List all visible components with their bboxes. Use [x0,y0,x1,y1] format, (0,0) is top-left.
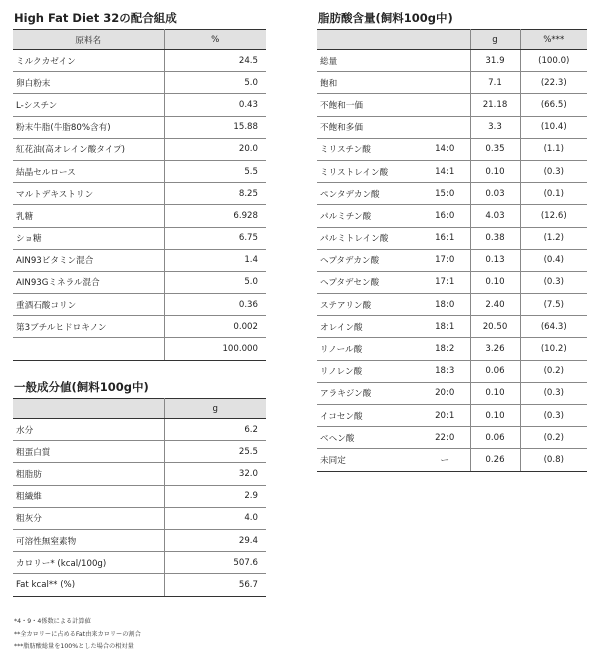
table-row [13,463,266,485]
fatty-acid-g: 21.18 [470,94,520,116]
fatty-acid-g: 0.10 [470,160,520,182]
fatty-header-name [317,30,420,50]
general-title: 一般成分値(飼料100g中) [14,380,149,394]
fatty-acid-name: 未同定 [317,449,420,471]
ingredient-name: マルトデキストリン [13,183,164,205]
fatty-acid-g: 0.06 [470,360,520,382]
fatty-acid-code: 22:0 [420,427,470,449]
general-table [13,398,266,597]
fatty-acid-code [420,94,470,116]
fatty-acid-code: ー [420,449,470,471]
table-row [13,338,266,360]
table-row [317,138,587,160]
fatty-acid-g: 4.03 [470,205,520,227]
table-row [13,116,266,138]
fatty-acid-g: 20.50 [470,316,520,338]
table-row [13,72,266,94]
fatty-acid-g: 0.10 [470,271,520,293]
component-name: 粗蛋白質 [13,441,164,463]
fatty-acid-code: 20:0 [420,382,470,404]
ingredient-pct: 0.36 [164,294,266,316]
table-row [13,50,266,72]
table-row [317,382,587,404]
component-g: 29.4 [164,529,266,551]
fatty-acids-table [317,29,587,472]
ingredient-pct: 5.0 [164,271,266,293]
table-row [13,294,266,316]
fatty-acid-pct: (0.3) [520,382,587,404]
fatty-acid-code: 16:1 [420,227,470,249]
table-row [13,552,266,574]
fatty-header-code [420,30,470,50]
table-row [13,227,266,249]
table-row [317,316,587,338]
ingredient-name: 紅花油(高オレイン酸タイプ) [13,138,164,160]
composition-title: High Fat Diet 32の配合組成 [14,11,177,25]
ingredient-pct: 24.5 [164,50,266,72]
footnote: **全カロリーに占めるFat由来カロリーの割合 [14,630,141,638]
fatty-acid-pct: (1.2) [520,227,587,249]
fatty-header-pct: %*** [520,30,587,50]
fatty-acid-code: 17:1 [420,271,470,293]
component-g: 56.7 [164,574,266,596]
table-row [13,316,266,338]
fatty-acid-g: 0.06 [470,427,520,449]
fatty-acid-code: 17:0 [420,249,470,271]
fatty-acid-name: アラキジン酸 [317,382,420,404]
fatty-acid-g: 3.3 [470,116,520,138]
fatty-acid-name: 総量 [317,50,420,72]
ingredient-pct: 5.0 [164,72,266,94]
fatty-acid-name: 不飽和一価 [317,94,420,116]
fatty-acid-name: 不飽和多価 [317,116,420,138]
component-name: 粗灰分 [13,507,164,529]
fatty-acid-pct: (22.3) [520,72,587,94]
fatty-acid-name: オレイン酸 [317,316,420,338]
fatty-acid-pct: (100.0) [520,50,587,72]
table-row [317,160,587,182]
component-name: 水分 [13,419,164,441]
fatty-acid-g: 0.10 [470,405,520,427]
fatty-acid-g: 0.13 [470,249,520,271]
composition-header-pct: % [164,30,266,50]
fatty-acid-code: 18:2 [420,338,470,360]
table-row [13,249,266,271]
general-header-g: g [164,399,266,419]
fatty-acid-code: 16:0 [420,205,470,227]
fatty-acid-name: ミリスチン酸 [317,138,420,160]
component-g: 32.0 [164,463,266,485]
table-row [317,183,587,205]
table-row [317,360,587,382]
fatty-acid-code: 15:0 [420,183,470,205]
table-row [317,338,587,360]
component-name: カロリー* (kcal/100g) [13,552,164,574]
fatty-acid-code: 18:0 [420,294,470,316]
fatty-acid-name: ヘプタデセン酸 [317,271,420,293]
fatty-acid-pct: (0.3) [520,405,587,427]
fatty-acid-pct: (7.5) [520,294,587,316]
fatty-acid-code [420,116,470,138]
table-row [317,227,587,249]
fatty-acid-pct: (0.1) [520,183,587,205]
fatty-acid-g: 2.40 [470,294,520,316]
table-row [317,94,587,116]
component-g: 6.2 [164,419,266,441]
fatty-acid-pct: (10.4) [520,116,587,138]
ingredient-name: 粉末牛脂(牛脂80%含有) [13,116,164,138]
fatty-acid-pct: (0.4) [520,249,587,271]
component-g: 25.5 [164,441,266,463]
fatty-acid-name: リノール酸 [317,338,420,360]
fatty-acid-pct: (0.3) [520,160,587,182]
fatty-acid-g: 3.26 [470,338,520,360]
ingredient-name: 乳糖 [13,205,164,227]
ingredient-pct: 1.4 [164,249,266,271]
ingredient-name: ミルクカゼイン [13,50,164,72]
composition-header-name: 原料名 [13,30,164,50]
composition-table [13,29,266,361]
fatty-acid-name: ベヘン酸 [317,427,420,449]
ingredient-name: L-シスチン [13,94,164,116]
ingredient-pct: 6.75 [164,227,266,249]
ingredient-pct: 8.25 [164,183,266,205]
table-row [317,405,587,427]
ingredient-pct: 0.43 [164,94,266,116]
fatty-acid-g: 7.1 [470,72,520,94]
ingredient-name: 第3ブチルヒドロキノン [13,316,164,338]
fatty-acid-pct: (10.2) [520,338,587,360]
fatty-acid-g: 0.10 [470,382,520,404]
table-row [317,449,587,471]
table-row [317,249,587,271]
table-row [13,160,266,182]
component-g: 4.0 [164,507,266,529]
table-row [13,529,266,551]
table-row [13,183,266,205]
fatty-acid-g: 0.03 [470,183,520,205]
table-row [317,50,587,72]
fatty-acid-pct: (66.5) [520,94,587,116]
table-row [13,419,266,441]
fatty-acid-name: パルミチン酸 [317,205,420,227]
fatty-acid-pct: (1.1) [520,138,587,160]
ingredient-pct: 0.002 [164,316,266,338]
table-row [13,574,266,596]
table-row [317,116,587,138]
footnote: *4・9・4係数による計算値 [14,618,91,625]
table-row [317,427,587,449]
table-row [13,507,266,529]
fatty-acid-code: 18:3 [420,360,470,382]
table-row [317,205,587,227]
component-name: 可溶性無窒素物 [13,529,164,551]
ingredient-name: 卵白粉末 [13,72,164,94]
fatty-acid-g: 0.35 [470,138,520,160]
fatty-acid-g: 0.38 [470,227,520,249]
fatty-acid-name: リノレン酸 [317,360,420,382]
component-g: 2.9 [164,485,266,507]
fatty-header-g: g [470,30,520,50]
ingredient-pct: 15.88 [164,116,266,138]
fatty-acid-code: 20:1 [420,405,470,427]
ingredient-pct: 6.928 [164,205,266,227]
fatty-acid-g: 31.9 [470,50,520,72]
table-row [317,294,587,316]
fatty-acid-name: パルミトレイン酸 [317,227,420,249]
table-row [317,271,587,293]
ingredient-name: AIN93ビタミン混合 [13,249,164,271]
table-row [13,94,266,116]
table-row [13,271,266,293]
fatty-acid-name: ペンタデカン酸 [317,183,420,205]
fatty-acid-pct: (0.2) [520,427,587,449]
table-row [317,72,587,94]
component-name: 粗脂肪 [13,463,164,485]
fatty-acid-name: 飽和 [317,72,420,94]
fatty-acid-pct: (0.2) [520,360,587,382]
fatty-acid-pct: (64.3) [520,316,587,338]
ingredient-name: 重酒石酸コリン [13,294,164,316]
fatty-acid-g: 0.26 [470,449,520,471]
fatty-acid-pct: (0.8) [520,449,587,471]
component-name: Fat kcal** (%) [13,574,164,596]
ingredient-name [13,338,164,360]
fatty-acid-name: ミリストレイン酸 [317,160,420,182]
table-row [13,441,266,463]
fatty-acid-name: ヘプタデカン酸 [317,249,420,271]
fatty-acid-name: ステアリン酸 [317,294,420,316]
fatty-acid-pct: (0.3) [520,271,587,293]
fatty-acid-code [420,50,470,72]
fatty-acid-pct: (12.6) [520,205,587,227]
component-g: 507.6 [164,552,266,574]
ingredient-name: 結晶セルロース [13,160,164,182]
table-row [13,138,266,160]
general-header-name [13,399,164,419]
ingredient-name: AIN93Gミネラル混合 [13,271,164,293]
ingredient-name: ショ糖 [13,227,164,249]
table-row [13,205,266,227]
fatty-acid-name: イコセン酸 [317,405,420,427]
fatty-acid-code: 14:1 [420,160,470,182]
ingredient-pct: 20.0 [164,138,266,160]
table-row [13,485,266,507]
component-name: 粗繊維 [13,485,164,507]
fatty-acid-code: 14:0 [420,138,470,160]
ingredient-pct: 100.000 [164,338,266,360]
footnotes [14,616,141,654]
fatty-acids-title: 脂肪酸含量(飼料100g中) [318,11,453,25]
fatty-acid-code [420,72,470,94]
ingredient-pct: 5.5 [164,160,266,182]
footnote: ***脂肪酸総量を100%とした場合の相対量 [14,643,134,650]
fatty-acid-code: 18:1 [420,316,470,338]
